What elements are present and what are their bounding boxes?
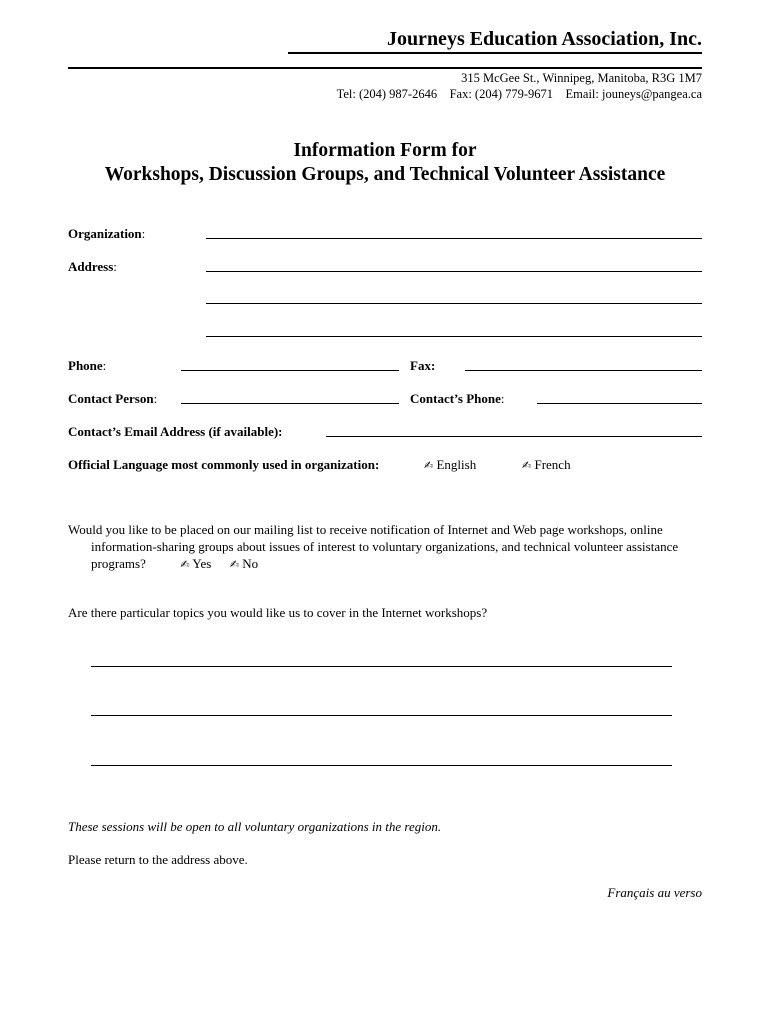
contacts-phone-label: Contact’s Phone:	[410, 391, 505, 406]
address-field-line3[interactable]	[206, 336, 702, 337]
mailing-list-question	[68, 521, 708, 573]
contact-email-label: Contact’s Email Address (if available):	[68, 424, 283, 439]
pencil-check-icon: ✍	[229, 558, 240, 571]
address-field-line2[interactable]	[206, 303, 702, 304]
french-verso-note: Français au verso	[607, 885, 702, 900]
contact-email-field[interactable]	[326, 436, 702, 437]
topics-answer-line3[interactable]	[91, 765, 672, 766]
contact-person-label: Contact Person:	[68, 391, 158, 406]
fax-field[interactable]	[465, 370, 702, 371]
header-rule-short	[288, 52, 702, 54]
language-option-french-label: French	[534, 457, 571, 472]
address-label: Address:	[68, 259, 117, 274]
organization-name: Journeys Education Association, Inc.	[386, 28, 702, 50]
fax-label: Fax:	[410, 358, 436, 373]
header-address: 315 McGee St., Winnipeg, Manitoba, R3G 1M7	[461, 71, 702, 85]
contact-person-field[interactable]	[181, 403, 399, 404]
header-rule-long	[68, 67, 702, 69]
organization-label: Organization:	[68, 226, 146, 241]
mailing-list-question-line1: Would you like to be placed on our mailing list to receive notification of Internet and Web page workshops, online	[68, 522, 663, 537]
topics-answer-line2[interactable]	[91, 715, 672, 716]
mailing-list-question-line3	[68, 555, 708, 573]
return-instruction: Please return to the address above.	[68, 852, 248, 867]
form-title-line1: Information Form for	[293, 140, 477, 161]
contacts-phone-field[interactable]	[537, 403, 702, 404]
header-contact-line: Tel: (204) 987-2646 Fax: (204) 779-9671 Email: jouneys@pangea.ca	[336, 87, 702, 101]
phone-label: Phone:	[68, 358, 107, 373]
mailing-list-yes-label: Yes	[192, 556, 212, 571]
form-title-line2: Workshops, Discussion Groups, and Technical Volunteer Assistance	[104, 164, 666, 185]
organization-field[interactable]	[206, 238, 702, 239]
language-option-english-label: English	[436, 457, 477, 472]
phone-field[interactable]	[181, 370, 399, 371]
topics-answer-line1[interactable]	[91, 666, 672, 667]
pencil-check-icon: ✍	[180, 558, 190, 571]
mailing-list-no-label: No	[242, 556, 259, 571]
mailing-list-no-option[interactable]	[230, 556, 258, 571]
mailing-list-yes-option[interactable]	[180, 556, 211, 571]
mailing-list-question-end: programs?	[91, 556, 146, 571]
topics-question: Are there particular topics you would like us to cover in the Internet workshops?	[68, 605, 488, 620]
language-option-english[interactable]	[424, 457, 476, 473]
address-field-line1[interactable]	[206, 271, 702, 272]
pencil-check-icon: ✍	[424, 459, 434, 472]
language-option-french[interactable]	[522, 457, 571, 473]
mailing-list-question-line2: information-sharing groups about issues of interest to voluntary organizations, and technical volunteer assistance	[91, 539, 679, 554]
language-label: Official Language most commonly used in organization:	[68, 457, 380, 472]
sessions-note: These sessions will be open to all voluntary organizations in the region.	[68, 819, 442, 834]
pencil-check-icon: ✍	[522, 459, 532, 472]
